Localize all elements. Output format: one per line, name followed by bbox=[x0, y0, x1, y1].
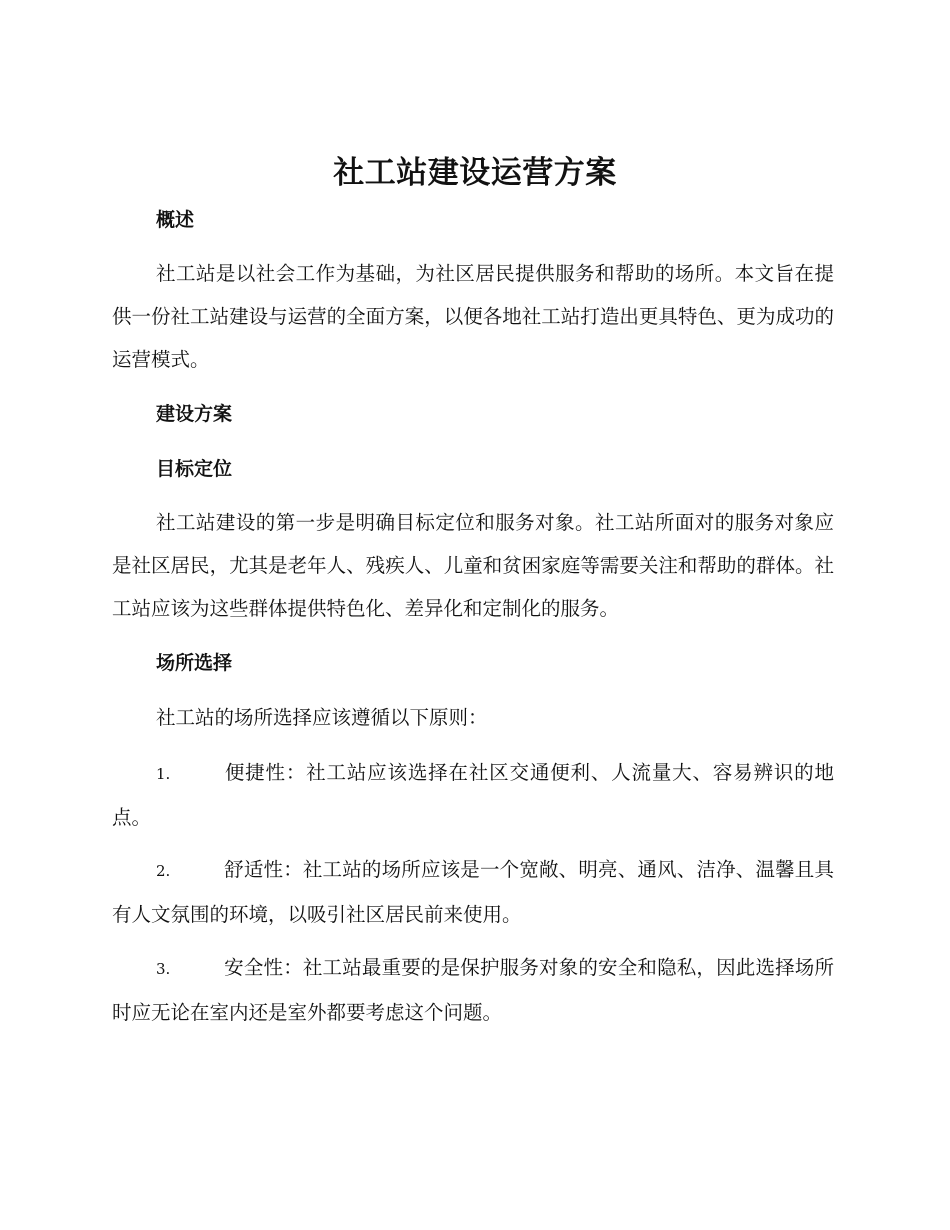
list-item-text: 舒适性：社工站的场所应该是一个宽敞、明亮、通风、洁净、温馨且具有人文氛围的环境，以吸引社区居民前来使用。 bbox=[112, 858, 834, 926]
list-item bbox=[112, 751, 834, 839]
list-item-text: 便捷性：社工站应该选择在社区交通便利、人流量大、容易辨识的地点。 bbox=[112, 761, 834, 829]
paragraph-overview: 社工站是以社会工作为基础，为社区居民提供服务和帮助的场所。本文旨在提供一份社工站建设与运营的全面方案，以便各地社工站打造出更具特色、更为成功的运营模式。 bbox=[112, 262, 834, 371]
document-title: 社工站建设运营方案 bbox=[333, 155, 617, 191]
list-item bbox=[112, 848, 834, 936]
heading-site-selection: 场所选择 bbox=[156, 652, 233, 674]
heading-target-positioning: 目标定位 bbox=[156, 458, 233, 480]
heading-overview: 概述 bbox=[156, 209, 195, 231]
paragraph-target-positioning: 社工站建设的第一步是明确目标定位和服务对象。社工站所面对的服务对象应是社区居民，尤其是老年人、残疾人、儿童和贫困家庭等需要关注和帮助的群体。社工站应该为这些群体提供特色化、差异化和定制化的服务。 bbox=[112, 511, 834, 620]
heading-build-plan: 建设方案 bbox=[156, 403, 233, 425]
list-item-number: 1. bbox=[156, 765, 171, 783]
list-item bbox=[112, 946, 834, 1034]
list-item-number: 3. bbox=[156, 960, 171, 978]
list-item-number: 2. bbox=[156, 862, 171, 880]
paragraph-site-intro: 社工站的场所选择应该遵循以下原则： bbox=[156, 706, 488, 729]
list-item-text: 安全性：社工站最重要的是保护服务对象的安全和隐私，因此选择场所时应无论在室内还是室外都要考虑这个问题。 bbox=[112, 956, 834, 1024]
